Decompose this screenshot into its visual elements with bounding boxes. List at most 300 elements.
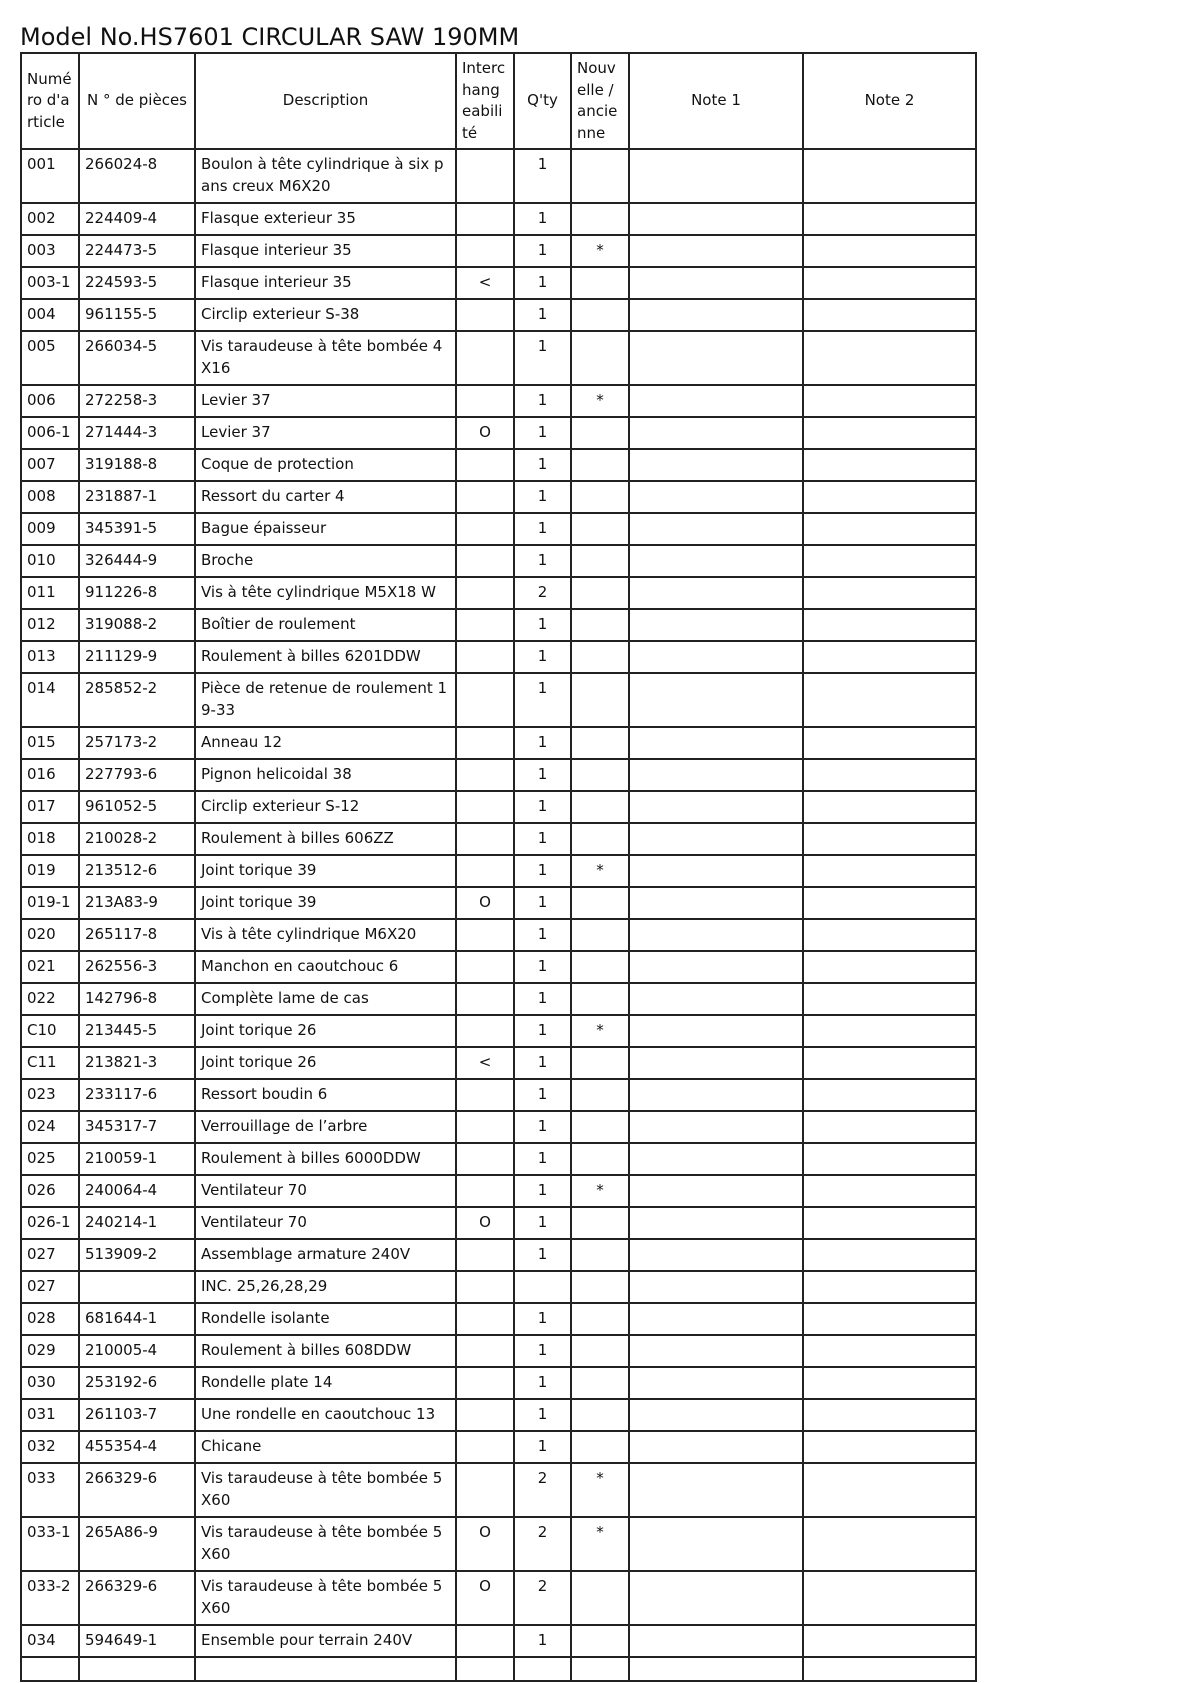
- table-row: [21, 331, 976, 385]
- table-row: [21, 1517, 976, 1571]
- cell-note2: [803, 983, 976, 1015]
- cell-interchangeability: [456, 1367, 514, 1399]
- cell-item: 029: [21, 1335, 79, 1367]
- cell-interchangeability: [456, 1303, 514, 1335]
- cell-note1: [629, 951, 803, 983]
- cell-item: 010: [21, 545, 79, 577]
- cell-qty: 1: [514, 673, 571, 727]
- table-row: [21, 1463, 976, 1517]
- cell-note1: [629, 1399, 803, 1431]
- cell-part-no: 265A86-9: [79, 1517, 195, 1571]
- cell-interchangeability: [456, 919, 514, 951]
- cell-new-old: [571, 299, 629, 331]
- parts-table: [20, 52, 977, 1682]
- cell-description: Rondelle plate 14: [195, 1367, 456, 1399]
- cell-new-old: [571, 887, 629, 919]
- cell-item: 011: [21, 577, 79, 609]
- cell-qty: 2: [514, 577, 571, 609]
- cell-description: Roulement à billes 6000DDW: [195, 1143, 456, 1175]
- cell-item: 020: [21, 919, 79, 951]
- cell-interchangeability: [456, 673, 514, 727]
- cell-description: Flasque interieur 35: [195, 267, 456, 299]
- cell-note1: [629, 1303, 803, 1335]
- cell-part-no: 266024-8: [79, 149, 195, 203]
- cell-note1: [629, 1657, 803, 1681]
- cell-description: Circlip exterieur S-38: [195, 299, 456, 331]
- cell-new-old: [571, 1367, 629, 1399]
- page-title: Model No.HS7601 CIRCULAR SAW 190MM: [20, 23, 520, 51]
- cell-item: 032: [21, 1431, 79, 1463]
- cell-part-no: 231887-1: [79, 481, 195, 513]
- cell-part-no: 345391-5: [79, 513, 195, 545]
- cell-qty: 1: [514, 1047, 571, 1079]
- cell-note1: [629, 887, 803, 919]
- cell-item: 004: [21, 299, 79, 331]
- cell-note2: [803, 1657, 976, 1681]
- cell-qty: 1: [514, 609, 571, 641]
- cell-part-no: 213512-6: [79, 855, 195, 887]
- cell-qty: 1: [514, 331, 571, 385]
- cell-description: Roulement à billes 608DDW: [195, 1335, 456, 1367]
- cell-note1: [629, 1175, 803, 1207]
- table-row: [21, 1367, 976, 1399]
- cell-note1: [629, 641, 803, 673]
- table-row: [21, 417, 976, 449]
- cell-note2: [803, 1207, 976, 1239]
- col-header-part-no: N ° de pièces: [79, 53, 195, 149]
- cell-part-no: 227793-6: [79, 759, 195, 791]
- cell-interchangeability: [456, 513, 514, 545]
- cell-description: Rondelle isolante: [195, 1303, 456, 1335]
- cell-description: Ventilateur 70: [195, 1175, 456, 1207]
- cell-description: Bague épaisseur: [195, 513, 456, 545]
- cell-note1: [629, 609, 803, 641]
- cell-part-no: 210005-4: [79, 1335, 195, 1367]
- cell-part-no: 266329-6: [79, 1571, 195, 1625]
- cell-description: Roulement à billes 6201DDW: [195, 641, 456, 673]
- cell-qty: 1: [514, 1015, 571, 1047]
- cell-qty: 1: [514, 1207, 571, 1239]
- cell-note1: [629, 823, 803, 855]
- cell-qty: 1: [514, 149, 571, 203]
- cell-part-no: 240214-1: [79, 1207, 195, 1239]
- cell-part-no: 265117-8: [79, 919, 195, 951]
- table-row: [21, 823, 976, 855]
- col-header-qty: Q'ty: [514, 53, 571, 149]
- cell-note1: [629, 513, 803, 545]
- cell-interchangeability: [456, 1625, 514, 1657]
- cell-new-old: *: [571, 1175, 629, 1207]
- cell-note1: [629, 545, 803, 577]
- table-row: [21, 1239, 976, 1271]
- cell-qty: 1: [514, 1399, 571, 1431]
- cell-note1: [629, 1079, 803, 1111]
- cell-item: 026: [21, 1175, 79, 1207]
- cell-part-no: 253192-6: [79, 1367, 195, 1399]
- cell-item: 014: [21, 673, 79, 727]
- cell-part-no: 911226-8: [79, 577, 195, 609]
- cell-note1: [629, 1015, 803, 1047]
- cell-interchangeability: O: [456, 417, 514, 449]
- cell-item: 033: [21, 1463, 79, 1517]
- cell-part-no: 224473-5: [79, 235, 195, 267]
- cell-new-old: [571, 951, 629, 983]
- cell-note2: [803, 545, 976, 577]
- cell-new-old: [571, 577, 629, 609]
- table-row: [21, 267, 976, 299]
- cell-qty: 1: [514, 417, 571, 449]
- cell-interchangeability: [456, 299, 514, 331]
- cell-note1: [629, 1271, 803, 1303]
- cell-item: 031: [21, 1399, 79, 1431]
- cell-note1: [629, 1335, 803, 1367]
- cell-description: Joint torique 39: [195, 887, 456, 919]
- cell-description: Assemblage armature 240V: [195, 1239, 456, 1271]
- cell-note2: [803, 1047, 976, 1079]
- cell-note1: [629, 1207, 803, 1239]
- cell-note1: [629, 855, 803, 887]
- cell-item: C11: [21, 1047, 79, 1079]
- cell-new-old: [571, 1657, 629, 1681]
- cell-description: Ressort boudin 6: [195, 1079, 456, 1111]
- cell-part-no: 142796-8: [79, 983, 195, 1015]
- cell-item: 030: [21, 1367, 79, 1399]
- table-row: [21, 149, 976, 203]
- cell-interchangeability: [456, 449, 514, 481]
- cell-note2: [803, 1517, 976, 1571]
- cell-description: Broche: [195, 545, 456, 577]
- cell-note2: [803, 1239, 976, 1271]
- cell-interchangeability: O: [456, 1517, 514, 1571]
- cell-item: 016: [21, 759, 79, 791]
- table-row: [21, 513, 976, 545]
- cell-note2: [803, 1175, 976, 1207]
- cell-part-no: 213445-5: [79, 1015, 195, 1047]
- cell-new-old: [571, 1625, 629, 1657]
- table-row: [21, 577, 976, 609]
- cell-new-old: [571, 149, 629, 203]
- cell-description: Une rondelle en caoutchouc 13: [195, 1399, 456, 1431]
- cell-note2: [803, 727, 976, 759]
- cell-part-no: 233117-6: [79, 1079, 195, 1111]
- cell-qty: 1: [514, 1303, 571, 1335]
- cell-new-old: [571, 919, 629, 951]
- table-row: [21, 1571, 976, 1625]
- cell-qty: 1: [514, 727, 571, 759]
- cell-interchangeability: [456, 609, 514, 641]
- table-row: [21, 887, 976, 919]
- cell-qty: 1: [514, 481, 571, 513]
- cell-interchangeability: [456, 1239, 514, 1271]
- cell-new-old: [571, 673, 629, 727]
- table-row: [21, 983, 976, 1015]
- cell-note1: [629, 1463, 803, 1517]
- cell-description: Circlip exterieur S-12: [195, 791, 456, 823]
- cell-note1: [629, 449, 803, 481]
- table-row: [21, 1399, 976, 1431]
- cell-interchangeability: O: [456, 1571, 514, 1625]
- cell-part-no: 262556-3: [79, 951, 195, 983]
- cell-qty: 2: [514, 1463, 571, 1517]
- cell-note1: [629, 1571, 803, 1625]
- cell-note2: [803, 887, 976, 919]
- cell-note1: [629, 791, 803, 823]
- cell-interchangeability: <: [456, 267, 514, 299]
- cell-new-old: *: [571, 1463, 629, 1517]
- cell-new-old: *: [571, 1517, 629, 1571]
- parts-table-body: [21, 149, 976, 1681]
- cell-qty: 1: [514, 983, 571, 1015]
- cell-qty: [514, 1271, 571, 1303]
- cell-part-no: 210028-2: [79, 823, 195, 855]
- cell-interchangeability: [456, 855, 514, 887]
- cell-new-old: [571, 1047, 629, 1079]
- cell-description: Verrouillage de l’arbre: [195, 1111, 456, 1143]
- cell-new-old: *: [571, 235, 629, 267]
- cell-part-no: 261103-7: [79, 1399, 195, 1431]
- cell-note2: [803, 1431, 976, 1463]
- cell-qty: 1: [514, 1079, 571, 1111]
- cell-new-old: [571, 449, 629, 481]
- cell-description: Roulement à billes 606ZZ: [195, 823, 456, 855]
- cell-item: 033-1: [21, 1517, 79, 1571]
- table-row: [21, 1335, 976, 1367]
- table-row: [21, 1207, 976, 1239]
- cell-part-no: 319088-2: [79, 609, 195, 641]
- cell-note2: [803, 267, 976, 299]
- cell-item: 008: [21, 481, 79, 513]
- cell-part-no: 961155-5: [79, 299, 195, 331]
- cell-interchangeability: [456, 149, 514, 203]
- cell-description: Joint torique 26: [195, 1047, 456, 1079]
- col-header-note1: Note 1: [629, 53, 803, 149]
- cell-part-no: 271444-3: [79, 417, 195, 449]
- cell-description: Ensemble pour terrain 240V: [195, 1625, 456, 1657]
- cell-item: 006-1: [21, 417, 79, 449]
- cell-new-old: [571, 513, 629, 545]
- cell-note2: [803, 1303, 976, 1335]
- cell-description: Vis taraudeuse à tête bombée 5X60: [195, 1571, 456, 1625]
- cell-interchangeability: [456, 1015, 514, 1047]
- table-row: [21, 449, 976, 481]
- table-row: [21, 759, 976, 791]
- table-row: [21, 203, 976, 235]
- table-row: [21, 1431, 976, 1463]
- cell-new-old: [571, 1079, 629, 1111]
- cell-qty: 1: [514, 1239, 571, 1271]
- cell-note1: [629, 1047, 803, 1079]
- cell-interchangeability: O: [456, 1207, 514, 1239]
- cell-note1: [629, 385, 803, 417]
- cell-note2: [803, 235, 976, 267]
- cell-new-old: [571, 1239, 629, 1271]
- cell-note2: [803, 1335, 976, 1367]
- cell-item: 009: [21, 513, 79, 545]
- cell-item: 023: [21, 1079, 79, 1111]
- col-header-item: Numéro d'article: [21, 53, 79, 149]
- cell-qty: 1: [514, 951, 571, 983]
- cell-note2: [803, 203, 976, 235]
- cell-note2: [803, 513, 976, 545]
- cell-part-no: 272258-3: [79, 385, 195, 417]
- cell-item: 005: [21, 331, 79, 385]
- cell-description: Boulon à tête cylindrique à six pans creux M6X20: [195, 149, 456, 203]
- cell-note2: [803, 385, 976, 417]
- cell-qty: 1: [514, 1335, 571, 1367]
- table-row: [21, 235, 976, 267]
- cell-qty: 1: [514, 1367, 571, 1399]
- cell-new-old: [571, 1571, 629, 1625]
- cell-part-no: 213A83-9: [79, 887, 195, 919]
- cell-new-old: [571, 267, 629, 299]
- cell-note2: [803, 1571, 976, 1625]
- cell-item: 025: [21, 1143, 79, 1175]
- cell-description: Joint torique 26: [195, 1015, 456, 1047]
- cell-interchangeability: O: [456, 887, 514, 919]
- cell-new-old: [571, 203, 629, 235]
- cell-note2: [803, 641, 976, 673]
- cell-part-no: 266329-6: [79, 1463, 195, 1517]
- table-row: [21, 1047, 976, 1079]
- cell-description: Anneau 12: [195, 727, 456, 759]
- cell-new-old: [571, 1303, 629, 1335]
- cell-interchangeability: [456, 1175, 514, 1207]
- cell-note2: [803, 299, 976, 331]
- cell-interchangeability: [456, 1111, 514, 1143]
- cell-new-old: [571, 1111, 629, 1143]
- cell-qty: 1: [514, 385, 571, 417]
- cell-interchangeability: [456, 641, 514, 673]
- cell-item: 007: [21, 449, 79, 481]
- table-row: [21, 727, 976, 759]
- cell-item: 019: [21, 855, 79, 887]
- cell-note1: [629, 149, 803, 203]
- cell-note2: [803, 919, 976, 951]
- cell-interchangeability: [456, 1271, 514, 1303]
- cell-interchangeability: [456, 331, 514, 385]
- cell-new-old: [571, 1271, 629, 1303]
- cell-note1: [629, 1517, 803, 1571]
- cell-new-old: [571, 1431, 629, 1463]
- cell-description: Boîtier de roulement: [195, 609, 456, 641]
- cell-note2: [803, 1015, 976, 1047]
- cell-note2: [803, 149, 976, 203]
- cell-new-old: [571, 1207, 629, 1239]
- cell-interchangeability: [456, 727, 514, 759]
- cell-interchangeability: [456, 545, 514, 577]
- cell-note2: [803, 481, 976, 513]
- cell-new-old: [571, 1143, 629, 1175]
- cell-item: 021: [21, 951, 79, 983]
- cell-note1: [629, 577, 803, 609]
- cell-note2: [803, 673, 976, 727]
- cell-note1: [629, 727, 803, 759]
- cell-description: Flasque exterieur 35: [195, 203, 456, 235]
- cell-note1: [629, 1143, 803, 1175]
- cell-interchangeability: [456, 1079, 514, 1111]
- table-row: [21, 385, 976, 417]
- table-row: [21, 609, 976, 641]
- cell-new-old: [571, 823, 629, 855]
- cell-new-old: [571, 481, 629, 513]
- cell-item: 022: [21, 983, 79, 1015]
- cell-note1: [629, 267, 803, 299]
- cell-qty: 1: [514, 1431, 571, 1463]
- cell-item: 028: [21, 1303, 79, 1335]
- table-row: [21, 1625, 976, 1657]
- table-row: [21, 1303, 976, 1335]
- cell-new-old: [571, 727, 629, 759]
- cell-interchangeability: [456, 1463, 514, 1517]
- cell-part-no: [79, 1657, 195, 1681]
- cell-item: 013: [21, 641, 79, 673]
- cell-item: 018: [21, 823, 79, 855]
- cell-part-no: 326444-9: [79, 545, 195, 577]
- cell-part-no: 240064-4: [79, 1175, 195, 1207]
- cell-new-old: [571, 331, 629, 385]
- cell-new-old: [571, 417, 629, 449]
- cell-note2: [803, 791, 976, 823]
- table-row: [21, 1175, 976, 1207]
- cell-interchangeability: [456, 203, 514, 235]
- cell-item: 002: [21, 203, 79, 235]
- cell-description: Joint torique 39: [195, 855, 456, 887]
- cell-part-no: 210059-1: [79, 1143, 195, 1175]
- cell-new-old: *: [571, 855, 629, 887]
- cell-part-no: 455354-4: [79, 1431, 195, 1463]
- cell-description: Ventilateur 70: [195, 1207, 456, 1239]
- cell-qty: 1: [514, 641, 571, 673]
- cell-note1: [629, 417, 803, 449]
- cell-item: 027: [21, 1239, 79, 1271]
- cell-description: Levier 37: [195, 417, 456, 449]
- cell-description: Pignon helicoidal 38: [195, 759, 456, 791]
- cell-item: 006: [21, 385, 79, 417]
- col-header-note2: Note 2: [803, 53, 976, 149]
- cell-interchangeability: [456, 1143, 514, 1175]
- cell-part-no: 213821-3: [79, 1047, 195, 1079]
- cell-part-no: 594649-1: [79, 1625, 195, 1657]
- cell-description: Vis à tête cylindrique M6X20: [195, 919, 456, 951]
- cell-qty: 1: [514, 1111, 571, 1143]
- cell-qty: 1: [514, 855, 571, 887]
- cell-description: INC. 25,26,28,29: [195, 1271, 456, 1303]
- cell-part-no: 513909-2: [79, 1239, 195, 1271]
- cell-qty: 1: [514, 1175, 571, 1207]
- cell-note1: [629, 1625, 803, 1657]
- cell-part-no: 345317-7: [79, 1111, 195, 1143]
- cell-new-old: [571, 759, 629, 791]
- header-row: [21, 53, 976, 149]
- cell-qty: 1: [514, 1143, 571, 1175]
- cell-description: Coque de protection: [195, 449, 456, 481]
- cell-item: 034: [21, 1625, 79, 1657]
- cell-description: Vis taraudeuse à tête bombée 5X60: [195, 1517, 456, 1571]
- cell-note2: [803, 1143, 976, 1175]
- cell-item: 024: [21, 1111, 79, 1143]
- cell-description: Manchon en caoutchouc 6: [195, 951, 456, 983]
- cell-note2: [803, 823, 976, 855]
- cell-description: Levier 37: [195, 385, 456, 417]
- table-row: [21, 673, 976, 727]
- cell-interchangeability: [456, 791, 514, 823]
- table-row: [21, 1079, 976, 1111]
- cell-item: 017: [21, 791, 79, 823]
- table-row: [21, 951, 976, 983]
- cell-item: 026-1: [21, 1207, 79, 1239]
- cell-part-no: 224593-5: [79, 267, 195, 299]
- cell-interchangeability: [456, 951, 514, 983]
